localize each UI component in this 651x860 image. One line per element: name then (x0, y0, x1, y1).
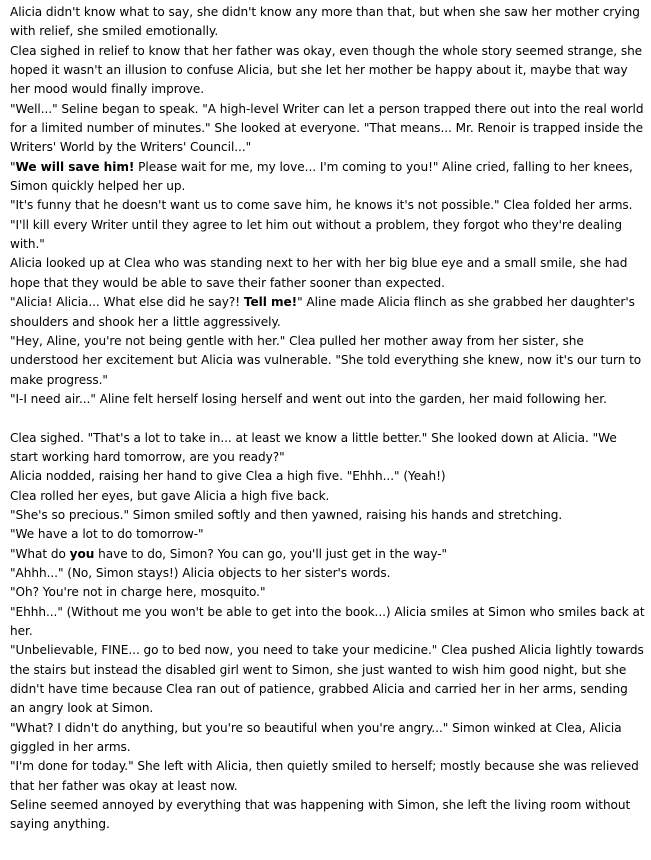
text-run: "Well..." Seline began to speak. "A high-level Writer can let a person trapped there out into the real world for a limited number of minutes." She looked at everyone. "That means... Mr. Renoir is trapped inside the Writers' World by the Writers' Council..." (10, 101, 644, 155)
document-body (10, 3, 646, 835)
text-run: "Ehhh..." (Without me you won't be able to get into the book...) Alicia smiles at Simon who smiles back at her. (10, 604, 645, 638)
paragraph (10, 390, 646, 409)
text-run: Alicia didn't know what to say, she didn't know any more than that, but when she saw her mother crying with relief, she smiled emotionally. (10, 5, 640, 39)
paragraph (10, 293, 646, 332)
paragraph (10, 100, 646, 158)
text-run: have to do, Simon? You can go, you'll just get in the way-" (94, 546, 448, 561)
text-run: Clea sighed. "That's a lot to take in... at least we know a little better." She looked down at Alicia. "We start working hard tomorrow, are you ready?" (10, 430, 617, 464)
paragraph (10, 429, 646, 468)
paragraph (10, 254, 646, 293)
text-run: "It's funny that he doesn't want us to come save him, he knows it's not possible." Clea folded her arms. "I'll kill every Writer until they agree to let him out without a problem, they forgot who they're dealing with." (10, 198, 633, 252)
text-run: "Hey, Aline, you're not being gentle with her." Clea pulled her mother away from her sister, she understood her excitement but Alicia was vulnerable. "She told everything she knew, now it's our turn to make progress." (10, 333, 642, 387)
bold-text: you (69, 546, 95, 561)
text-run: Alicia nodded, raising her hand to give Clea a high five. "Ehhh..." (Yeah!) (10, 469, 446, 484)
text-run: "I-I need air..." Aline felt herself losing herself and went out into the garden, her maid following her. (10, 391, 607, 406)
text-run: "She's so precious." Simon smiled softly and then yawned, raising his hands and stretching. (10, 507, 563, 522)
text-run: Clea rolled her eyes, but gave Alicia a high five back. (10, 488, 330, 503)
bold-text: We will save him! (15, 159, 135, 174)
text-run: "I'm done for today." She left with Alicia, then quietly smiled to herself; mostly because she was relieved that her father was okay at least now. (10, 759, 639, 793)
paragraph (10, 487, 646, 506)
paragraph (10, 196, 646, 254)
text-run: "Alicia! Alicia... What else did he say?! (10, 295, 244, 310)
text-run: "Oh? You're not in charge here, mosquito." (10, 585, 266, 600)
paragraph (10, 158, 646, 197)
text-run: "Ahhh..." (No, Simon stays!) Alicia objects to her sister's words. (10, 565, 391, 580)
text-run: "Unbelievable, FINE... go to bed now, you need to take your medicine." Clea pushed Alicia lightly towards the stairs but instead the disabled girl went to Simon, she just wanted to wish him good night, but she didn't have time because Clea ran out of patience, grabbed Alicia and carried her in her arms, sending an angry look at Simon. (10, 643, 644, 716)
paragraph (10, 42, 646, 100)
text-run: "What do (10, 546, 70, 561)
paragraph (10, 564, 646, 583)
paragraph (10, 506, 646, 525)
text-run: " Aline made Alicia flinch as she grabbed her daughter's shoulders and shook her a little aggressively. (10, 295, 635, 329)
paragraph (10, 545, 646, 564)
paragraph (10, 641, 646, 718)
text-run: "What? I didn't do anything, but you're so beautiful when you're angry..." Simon winked at Clea, Alicia giggled in her arms. (10, 720, 622, 755)
paragraph (10, 719, 646, 758)
text-run: "We have a lot to do tomorrow-" (10, 527, 204, 542)
paragraph (10, 525, 646, 544)
paragraph (10, 603, 646, 642)
text-run: Please wait for me, my love... I'm coming to you!" Aline cried, falling to her knees, Simon quickly helped her up. (10, 159, 633, 194)
paragraph (10, 467, 646, 486)
paragraph (10, 796, 646, 835)
text-run: Seline seemed annoyed by everything that was happening with Simon, she left the living room without saying anything. (10, 798, 631, 832)
blank-line (10, 409, 646, 428)
paragraph (10, 3, 646, 42)
paragraph (10, 583, 646, 602)
bold-text: Tell me! (243, 295, 298, 310)
text-run: Clea sighed in relief to know that her father was okay, even though the whole story seemed strange, she hoped it wasn't an illusion to confuse Alicia, but she let her mother be happy about it, maybe that way her mood would finally improve. (10, 43, 643, 97)
text-run: Alicia looked up at Clea who was standing next to her with her big blue eye and a small smile, she had hope that they would be able to save their father sooner than expected. (10, 256, 628, 290)
paragraph (10, 757, 646, 796)
text-run: " (10, 159, 16, 174)
paragraph (10, 332, 646, 390)
